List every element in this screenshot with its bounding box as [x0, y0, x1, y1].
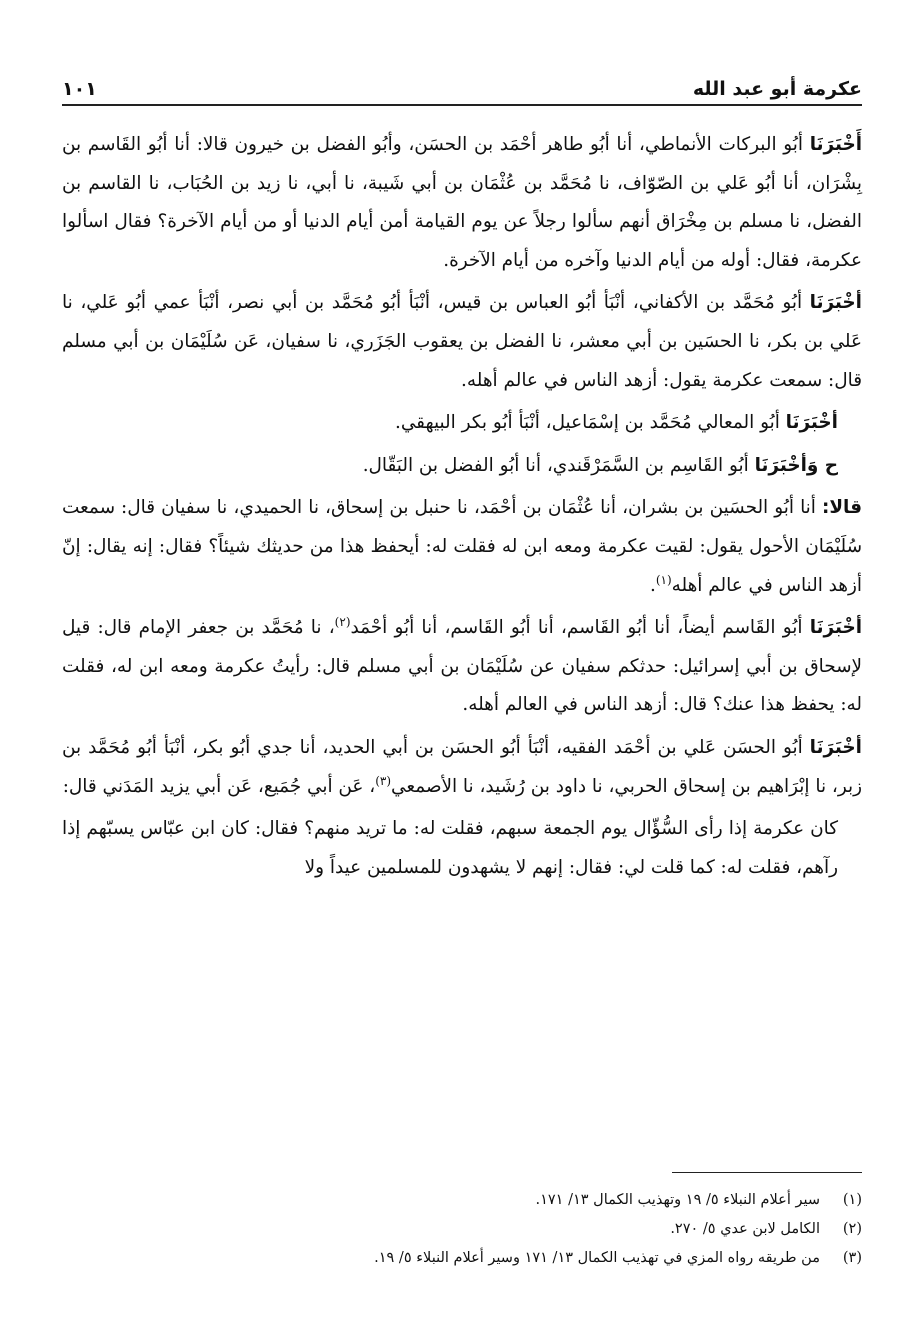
footnote-reference[interactable]: (١)	[655, 572, 672, 587]
footnote-text: سير أعلام النبلاء ٥/ ١٩ وتهذيب الكمال ١٣/ ١٧١.	[535, 1192, 820, 1208]
paragraph-4	[62, 447, 862, 486]
footnote-number: (٣)	[842, 1250, 862, 1266]
footnote-item	[62, 1215, 862, 1244]
paragraph-lead: أخْبَرَنَا	[809, 617, 863, 639]
paragraph-tail: .	[649, 574, 656, 596]
paragraph-text: كان عكرمة إذا رأى السُّؤّال يوم الجمعة سبهم، فقلت له: ما تريد منهم؟ فقال: كان ابن عبّاس يسبّهم إذا رآهم، فقلت له: كما قلت لي: فقال: إنهم لا يشهدون للمسلمين عيداً ولا	[62, 818, 838, 878]
paragraph-7	[62, 729, 862, 806]
main-text	[62, 126, 862, 891]
page-header	[62, 60, 862, 106]
paragraph-1	[62, 126, 862, 280]
footnote-reference[interactable]: (٣)	[375, 773, 392, 788]
paragraph-lead: قالا:	[822, 497, 862, 519]
paragraph-lead: أخْبَرَنَا	[785, 412, 838, 434]
footnote-divider	[672, 1172, 862, 1173]
paragraph-lead: أخْبَرَنَا	[809, 736, 862, 758]
running-title: عكرمة أبو عبد الله	[692, 78, 862, 100]
paragraph-text: أبُو القَاسم أيضاً، أنا أبُو القَاسم، أنا أبُو القَاسم، أنا أبُو أحْمَد	[350, 617, 810, 639]
paragraph-lead: أخْبَرَنَا	[809, 292, 862, 314]
paragraph-lead: ح وَأخْبَرَنَا	[754, 454, 838, 476]
footnote-reference[interactable]: (٢)	[334, 615, 351, 629]
footnote-number: (١)	[842, 1192, 862, 1208]
footnote-number: (٢)	[842, 1221, 862, 1237]
paragraph-tail: ، عَن أبي جُمَيع، عَن أبي يزيد المَدَني قال:	[62, 775, 376, 797]
footnote-text: من طريقه رواه المزي في تهذيب الكمال ١٣/ ١٧١ وسير أعلام النبلاء ٥/ ١٩.	[374, 1250, 820, 1266]
page-number: ١٠١	[62, 78, 97, 100]
paragraph-text: أبُو الحسَن عَلي بن أحْمَد الفقيه، أنْبَأ أبُو الحسَن بن أبي الحديد، أنا جدي أبُو بكر، أنْبَأ أبُو مُحَمَّد بن زبر، نا إبْرَاهيم بن إسحاق الحربي، نا داود بن رُشَيد، نا الأصمعي	[62, 736, 862, 797]
footnote-text: الكامل لابن عدي ٥/ ٢٧٠.	[670, 1221, 820, 1237]
paragraph-text: أبُو القَاسِم بن السَّمَرْقَندي، أنا أبُو الفضل بن البَقّال.	[362, 454, 755, 476]
footnote-item	[62, 1186, 862, 1215]
paragraph-text: أنا أبُو الحسَين بن بشران، أنا عُثْمَان بن أحْمَد، نا حنبل بن إسحاق، نا الحميدي، نا سفيان قال: سمعت سُلَيْمَان الأحول يقول: لقيت عكرمة ومعه ابن له فقلت له: أيحفظ هذا من حديثك شيئاً؟ فقال: إنه يقال: إنّ أزهد الناس في عالم أهله	[62, 497, 862, 596]
footnotes	[62, 1186, 862, 1273]
paragraph-2	[62, 284, 862, 400]
paragraph-text: أبُو المعالي مُحَمَّد بن إسْمَاعيل، أنْبَأ أبُو بكر البيهقي.	[395, 412, 786, 434]
paragraph-8	[62, 810, 862, 887]
paragraph-5	[62, 489, 862, 605]
paragraph-tail: ، نا مُحَمَّد بن جعفر الإمام قال: قيل لإسحاق بن أبي إسرائيل: حدثكم سفيان عن سُلَيْمَان بن أبي مسلم قال: رأيتُ عكرمة ومعه ابن له، فقلت له: يحفظ هذا عنك؟ قال: أزهد الناس في العالم أهله.	[62, 617, 862, 716]
paragraph-6	[62, 609, 862, 725]
paragraph-3	[62, 404, 862, 443]
footnote-item	[62, 1244, 862, 1273]
paragraph-text: أبُو مُحَمَّد بن الأكفاني، أنْبَأ أبُو العباس بن قيس، أنْبَأ أبُو مُحَمَّد بن أبي نصر، أنْبَأ عمي أبُو عَلي، نا عَلي بن بكر، نا الحسَين بن أبي معشر، نا الفضل بن يعقوب الجَزَري، نا سفيان، عَن سُلَيْمَان بن أبي مسلم قال: سمعت عكرمة يقول: أزهد الناس في عالم أهله.	[62, 292, 862, 391]
paragraph-text: أبُو البركات الأنماطي، أنا أبُو طاهر أحْمَد بن الحسَن، وأبُو الفضل بن خيرون قالا: أنا أبُو القَاسم بن بِشْرَان، أنا أبُو عَلي بن الصّوّاف، نا مُحَمَّد بن عُثْمَان بن أبي شَيبة، نا أبي، نا زيد بن الحُبَاب، نا القاسم بن الفضل، نا مسلم بن مِخْرَاق أنهم سألوا رجلاً عن يوم القيامة أمن أيام الدنيا أو من أيام الآخرة؟ فقال اسألوا عكرمة، فقال: أوله من أيام الدنيا وآخره من أيام الآخرة.	[62, 134, 862, 271]
paragraph-lead: أَخْبَرَنَا	[809, 134, 863, 155]
